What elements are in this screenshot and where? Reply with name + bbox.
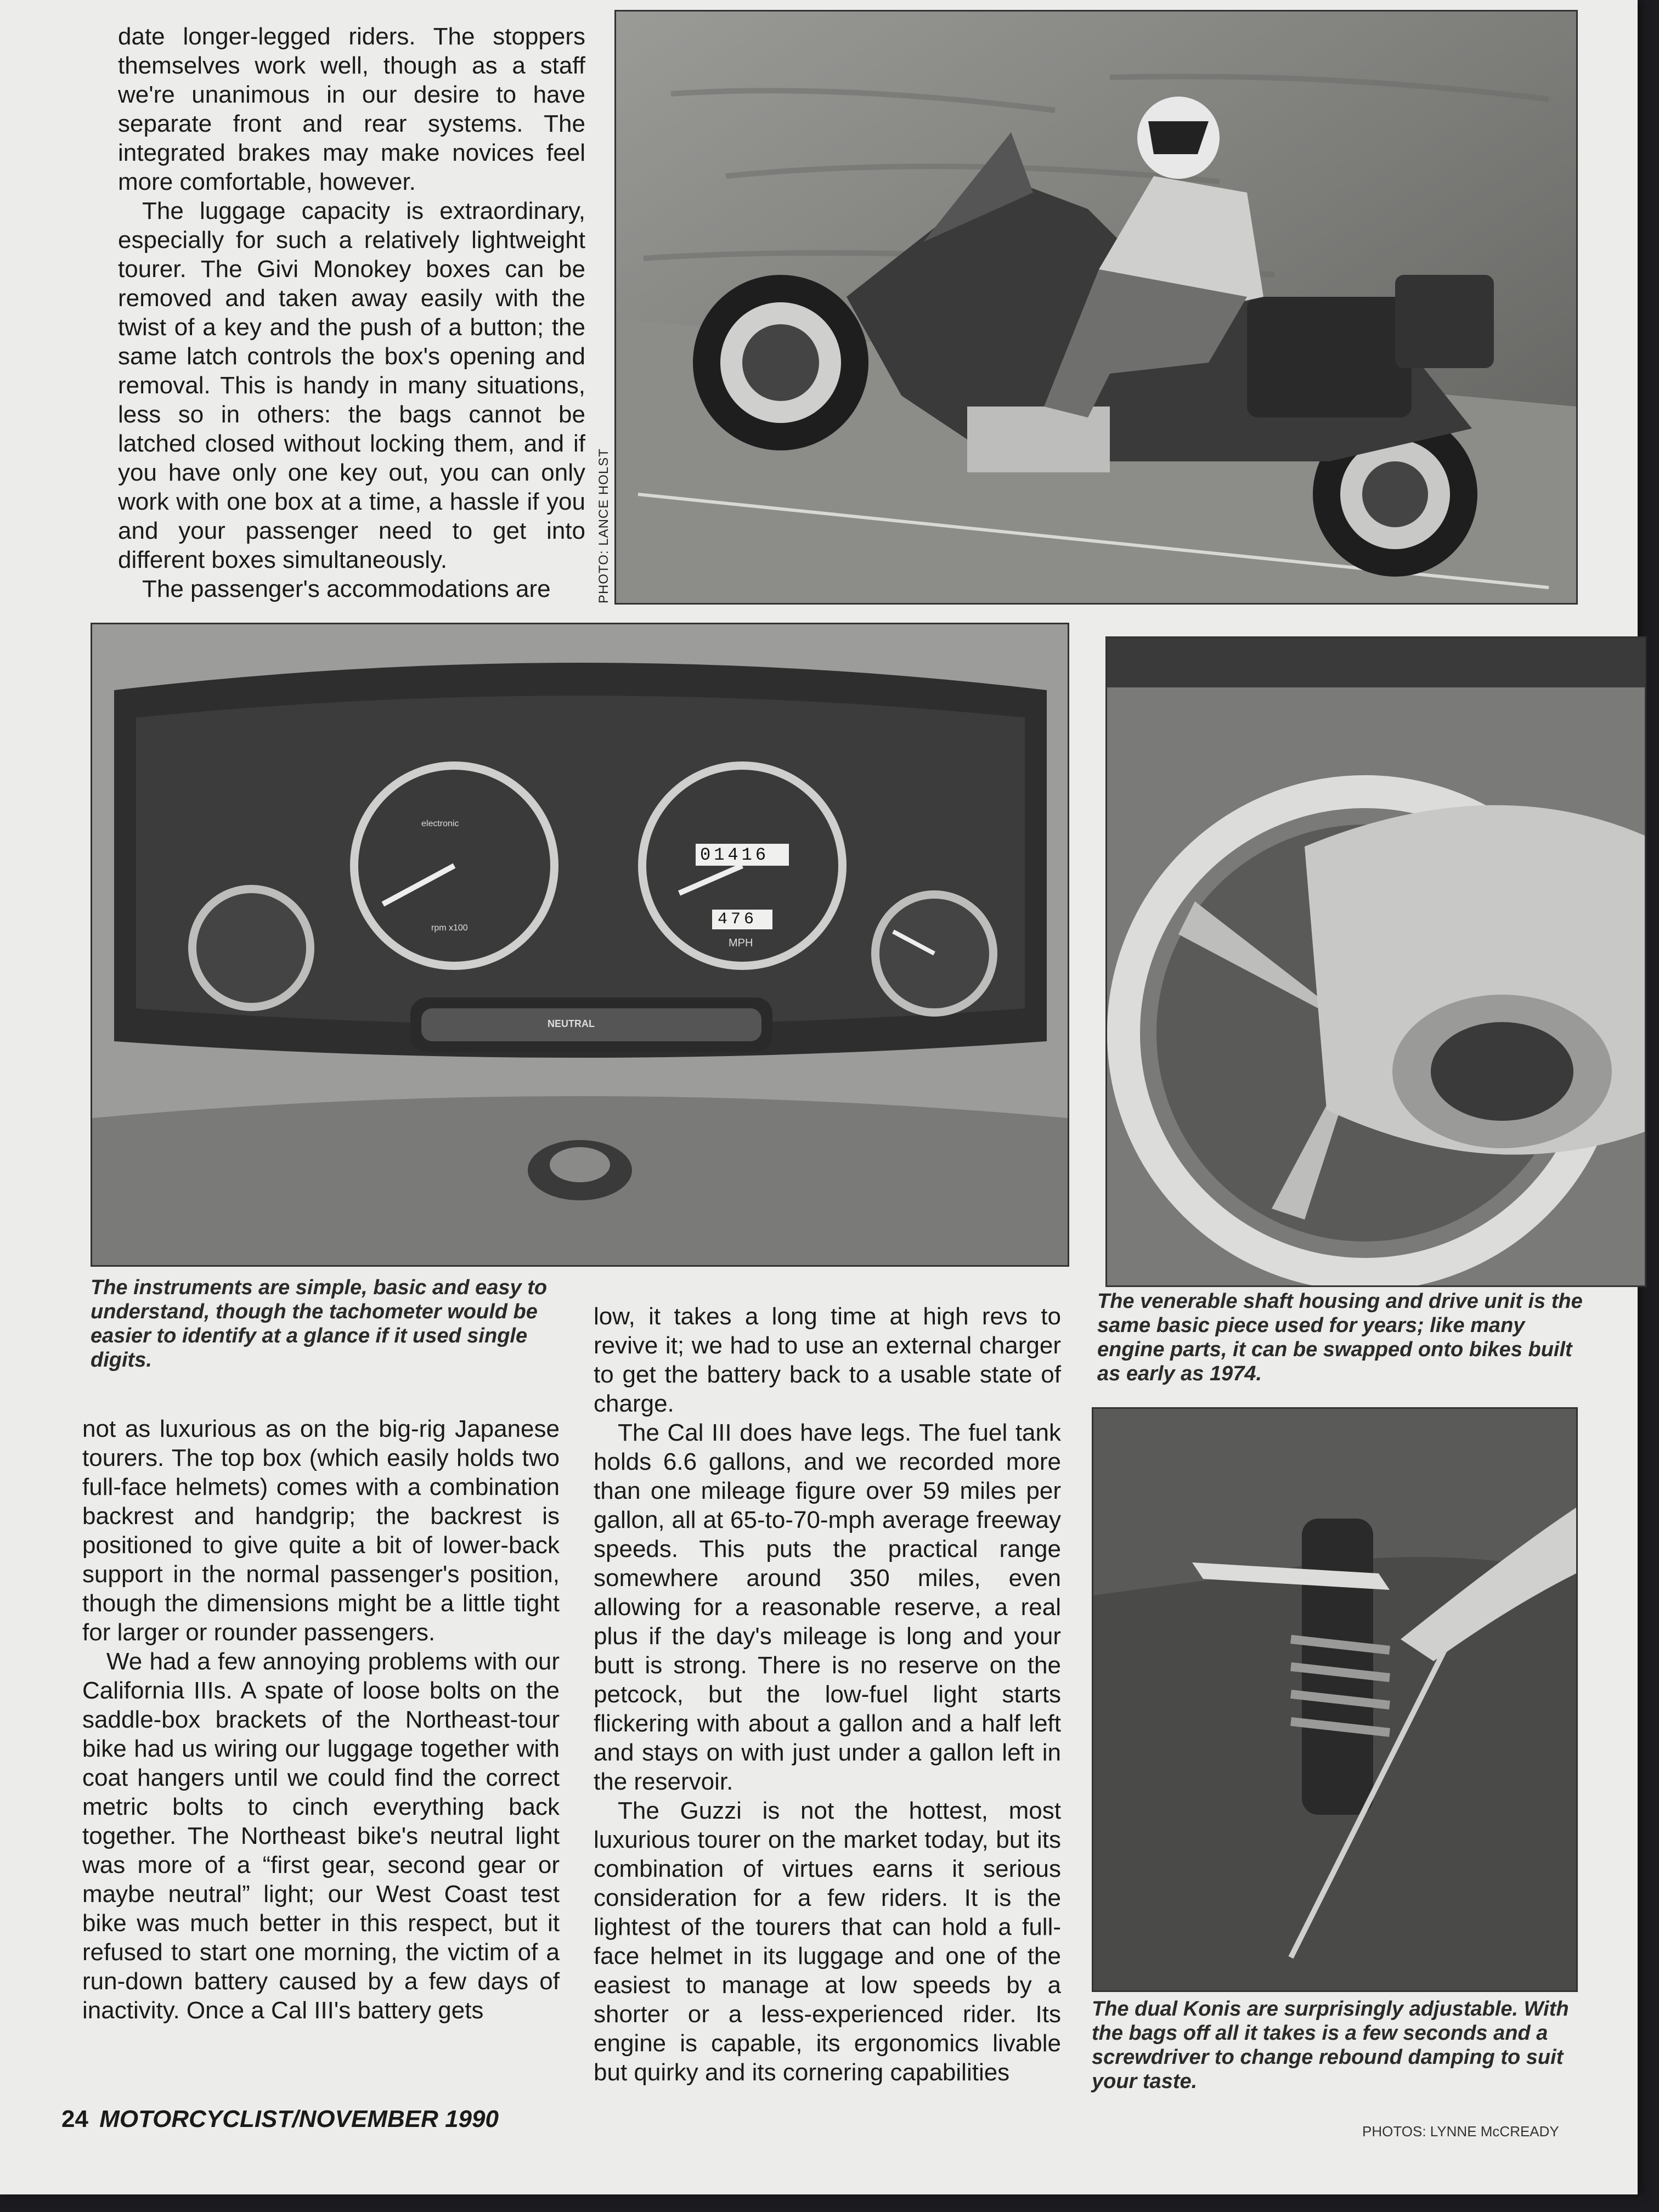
odometer-readout: 01416 bbox=[700, 845, 770, 865]
photo-shaft-housing bbox=[1105, 636, 1646, 1287]
photo-instrument-cluster bbox=[91, 623, 1069, 1267]
paragraph: The luggage capacity is extraordinary, especially for such a relatively lightweight tourer. The Givi Monokey boxes can be removed and taken away easily with the twist of a key and the push of a button; the same latch controls the box's opening and removal. This is handy in many situations, less so in others: the bags cannot be latched closed without locking them, and if you have only one key out, you can only work with one box at a time, a hassle if you and your passenger need to get into different boxes simultaneously. bbox=[118, 198, 585, 573]
publication-title: MOTORCYCLIST/NOVEMBER 1990 bbox=[99, 2106, 499, 2132]
tach-unit-label: rpm x100 bbox=[431, 923, 468, 933]
article-column-left bbox=[82, 1414, 560, 2025]
tach-brand-label: electronic bbox=[421, 819, 459, 828]
paragraph: The Guzzi is not the hottest, most luxurious tourer on the market today, but its combination of virtues earns it serious consideration for a few riders. It is the lightest of the tourers that can hold a full-face helmet in its luggage and one of the easiest to manage at low speeds by a shorter or a less-experienced rider. Its engine is capable, its ergonomics livable but quirky and its cornering capabilities bbox=[594, 1797, 1061, 2086]
paragraph: low, it takes a long time at high revs to revive it; we had to use an external charger to get the battery back to a usable state of charge. bbox=[594, 1303, 1061, 1417]
paragraph: not as luxurious as on the big-rig Japanese tourers. The top box (which easily holds two full-face helmets) comes with a combination backrest and handgrip; the backrest is positioned to give quite a bit of lower-back support in the normal passenger's position, though the dimensions might be a little tight for larger or rounder passengers. bbox=[82, 1415, 560, 1646]
page-footer bbox=[61, 2106, 499, 2133]
caption-konis: The dual Konis are surprisingly adjustable. With the bags off all it takes is a few seconds and a screwdriver to change rebound damping to suit your taste. bbox=[1092, 1997, 1569, 2093]
article-column-middle bbox=[594, 1302, 1061, 2087]
article-column-top bbox=[118, 22, 585, 603]
photo-credit-bottom: PHOTOS: LYNNE McCREADY bbox=[1362, 2123, 1559, 2140]
paragraph: date longer-legged riders. The stoppers themselves work well, though as a staff we're unanimous in our desire to have separate front and rear systems. The integrated brakes may make novices feel more comfortable, however. bbox=[118, 23, 585, 195]
neutral-indicator-label: NEUTRAL bbox=[548, 1018, 595, 1029]
caption-instruments: The instruments are simple, basic and easy to understand, though the tachometer would be easier to identify at a glance if it used single digits. bbox=[91, 1276, 548, 1372]
paragraph: The Cal III does have legs. The fuel tank holds 6.6 gallons, and we recorded more than one mileage figure over 59 miles per gallon, all at 65-to-70-mph average freeway speeds. This puts the practical range somewhere around 350 miles, even allowing for a reasonable reserve, a real plus if the day's mileage is long and your butt is strong. There is no reserve on the petcock, but the low-fuel light starts flickering with about a gallon and a half left and stays on with just under a gallon left in the reservoir. bbox=[594, 1419, 1061, 1795]
paragraph: The passenger's accommodations are bbox=[142, 575, 551, 602]
photo-rider-motorcycle bbox=[614, 10, 1578, 605]
caption-shaft: The venerable shaft housing and drive unit is the same basic piece used for years; like many engine parts, it can be swapped onto bikes built as early as 1974. bbox=[1097, 1290, 1583, 1385]
page-number: 24 bbox=[61, 2106, 88, 2132]
photo-shock-absorbers bbox=[1092, 1407, 1578, 1992]
speedo-unit-label: MPH bbox=[729, 937, 753, 949]
photo-credit-top: PHOTO: LANCE HOLST bbox=[596, 448, 611, 603]
paragraph: We had a few annoying problems with our California IIIs. A spate of loose bolts on the saddle-box brackets of the Northeast-tour bike had us wiring our luggage together with coat hangers until we could find the correct metric bolts to cinch everything back together. The Northeast bike's neutral light was more of a “first gear, second gear or maybe neutral” light; our West Coast test bike was much better in this respect, but it refused to start one morning, the victim of a run-down battery caused by a few days of inactivity. Once a Cal III's battery gets bbox=[82, 1648, 560, 2024]
trip-readout: 476 bbox=[718, 910, 758, 929]
